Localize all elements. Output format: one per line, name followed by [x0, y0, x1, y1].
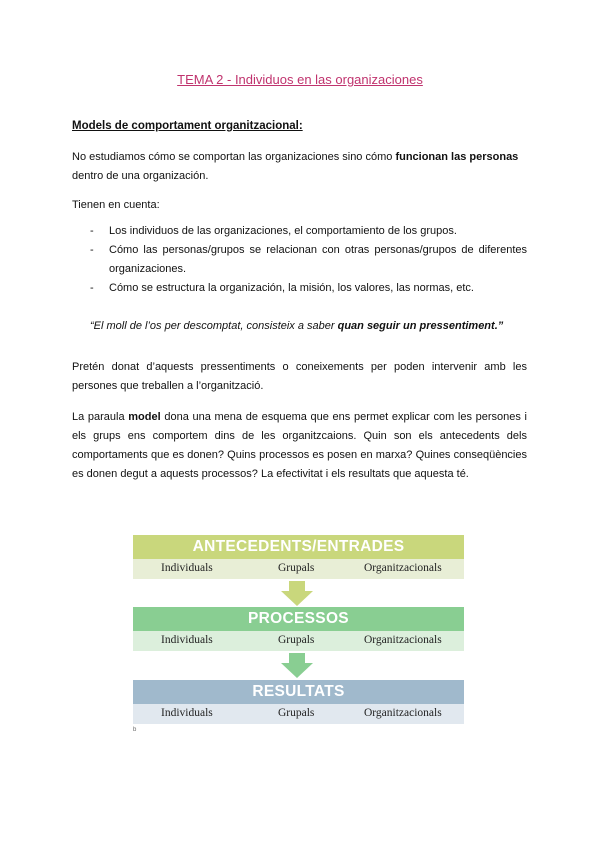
document-title: TEMA 2 - Individuos en las organizaciones	[177, 72, 423, 87]
down-arrow-icon	[281, 581, 313, 606]
stage-processos-header: PROCESSOS	[133, 607, 464, 631]
quote-bold: quan seguir un pressentiment.”	[337, 320, 504, 332]
paragraph-intro-end: dentro de una organización.	[72, 170, 209, 182]
bullet-dash: -	[90, 244, 94, 256]
list-item-text: Los individuos de las organizaciones, el comportamiento de los grupos.	[109, 225, 457, 237]
paragraph-model-end: dona una mena de esquema que ens permet explicar com les persones i els grups ens comportem dins de les organitzcaions. Quin son els antecedents dels comportaments que es donen? Quins processos es posen en marxa? Quines conseqüències es donen degut a aquests processos? La efectivitat i els resultats que aquesta té.	[72, 411, 527, 480]
column-grupals: Grupals	[278, 707, 315, 719]
column-individuals: Individuals	[161, 707, 213, 719]
paragraph-tienen: Tienen en cuenta:	[72, 199, 160, 211]
list-item	[90, 222, 527, 241]
paragraph-intro-text: No estudiamos cómo se comportan las organizaciones sino cómo	[72, 151, 396, 163]
bullet-dash: -	[90, 282, 94, 294]
paragraph-intro	[72, 148, 527, 186]
paragraph-pressentiments: Pretén donat d’aquests pressentiments o coneixements per poden intervenir amb les persones que treballen a l’organització.	[72, 361, 527, 392]
column-organitzacionals: Organitzacionals	[364, 562, 442, 574]
footnote-mark: b	[133, 727, 137, 733]
paragraph-model	[72, 408, 527, 484]
section-heading: Models de comportament organitzacional:	[72, 120, 303, 132]
quote-text: “El moll de l’os per descomptat, consisteix a saber	[90, 320, 338, 332]
bullet-dash: -	[90, 225, 94, 237]
list-item-text: Cómo se estructura la organización, la misión, los valores, las normas, etc.	[109, 282, 474, 294]
paragraph-intro-bold: funcionan las personas	[395, 151, 519, 163]
column-organitzacionals: Organitzacionals	[364, 634, 442, 646]
list-item-text: Cómo las personas/grupos se relacionan con otras personas/grupos de diferentes organizaciones.	[109, 244, 527, 275]
column-individuals: Individuals	[161, 562, 213, 574]
list-item	[90, 241, 527, 279]
quote	[90, 320, 527, 332]
stage-processos-row	[133, 631, 464, 651]
column-grupals: Grupals	[278, 634, 315, 646]
list-item	[90, 279, 527, 298]
paragraph-model-text: La paraula	[72, 411, 129, 423]
stage-resultats-row	[133, 704, 464, 724]
column-organitzacionals: Organitzacionals	[364, 707, 442, 719]
stage-resultats-header: RESULTATS	[133, 680, 464, 704]
bullet-list	[90, 222, 527, 298]
stage-antecedents-row	[133, 559, 464, 579]
column-grupals: Grupals	[278, 562, 315, 574]
down-arrow-icon	[281, 653, 313, 678]
model-diagram	[133, 535, 464, 735]
paragraph-model-bold: model	[128, 411, 161, 423]
stage-antecedents-header: ANTECEDENTS/ENTRADES	[133, 535, 464, 559]
column-individuals: Individuals	[161, 634, 213, 646]
